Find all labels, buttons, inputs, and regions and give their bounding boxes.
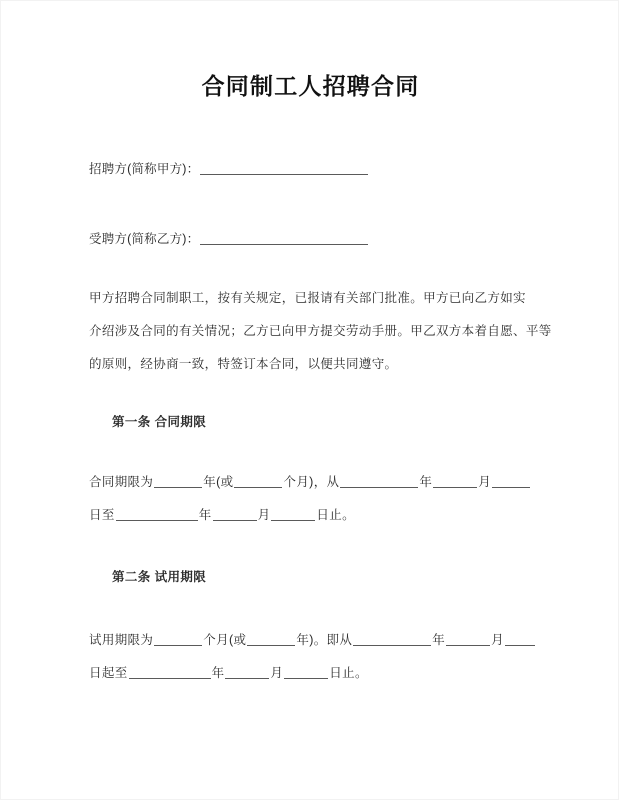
article-2-blank-start-day[interactable] [505,633,535,646]
article-2-line-1 [89,630,541,650]
article-1-line-2 [89,505,541,525]
article-1-blank-years[interactable] [154,475,202,488]
article-2-blank-end-month[interactable] [225,666,269,679]
article-2-blank-start-year[interactable] [353,633,431,646]
page-title: 合同制工人招聘合同 [201,73,420,99]
article-2-blank-end-day[interactable] [284,666,328,679]
article-1-text-6: 日至 [89,508,115,522]
party-blank-yifang[interactable] [200,232,368,245]
article-1-text-2: 年(或 [203,475,234,489]
article-2-text-8: 月 [270,666,284,680]
article-heading-2: 第二条 试用期限 [112,570,207,584]
article-2-text-1: 试用期限为 [89,633,154,647]
party-label-jiafang: 招聘方(简称甲方)： [89,162,200,176]
article-1-blank-start-year[interactable] [340,475,418,488]
article-2-blank-months[interactable] [154,633,202,646]
party-label-yifang: 受聘方(简称乙方)： [89,232,200,246]
party-line-jiafang [89,159,539,179]
article-1-text-5: 月 [478,475,492,489]
article-1-blank-end-day[interactable] [271,508,315,521]
article-1-text-9: 日止。 [316,508,355,522]
preamble-line-3: 的原则，经协商一致，特签订本合同，以便共同遵守。 [89,357,398,371]
party-blank-jiafang[interactable] [200,162,368,175]
article-2-blank-end-year[interactable] [129,666,211,679]
article-heading-1: 第一条 合同期限 [112,415,207,429]
article-1-text-7: 年 [198,508,212,522]
article-1-text-3: 个月)，从 [283,475,340,489]
article-1-blank-start-month[interactable] [433,475,477,488]
article-2-blank-years[interactable] [247,633,295,646]
party-line-yifang [89,229,539,249]
article-1-blank-end-month[interactable] [213,508,257,521]
article-2-text-6: 日起至 [89,666,128,680]
article-2-blank-start-month[interactable] [446,633,490,646]
article-2-text-2: 个月(或 [203,633,247,647]
article-2-text-3: 年)。即从 [296,633,353,647]
article-1-blank-end-year[interactable] [116,508,198,521]
article-1-blank-start-day[interactable] [492,475,530,488]
article-2-line-2 [89,663,541,683]
article-2-text-5: 月 [491,633,504,647]
article-1-text-8: 月 [257,508,271,522]
article-1-line-1 [89,472,541,492]
article-1-blank-months[interactable] [234,475,282,488]
article-2-text-4: 年 [432,633,446,647]
preamble-line-2: 介绍涉及合同的有关情况；乙方已向甲方提交劳动手册。甲乙双方本着自愿、平等 [89,324,552,338]
article-2-text-7: 年 [211,666,225,680]
article-1-text-1: 合同期限为 [89,475,154,489]
preamble-line-1: 甲方招聘合同制职工，按有关规定，已报请有关部门批准。甲方已向乙方如实 [89,291,526,305]
article-1-text-4: 年 [419,475,433,489]
article-2-text-9: 日止。 [329,666,368,680]
